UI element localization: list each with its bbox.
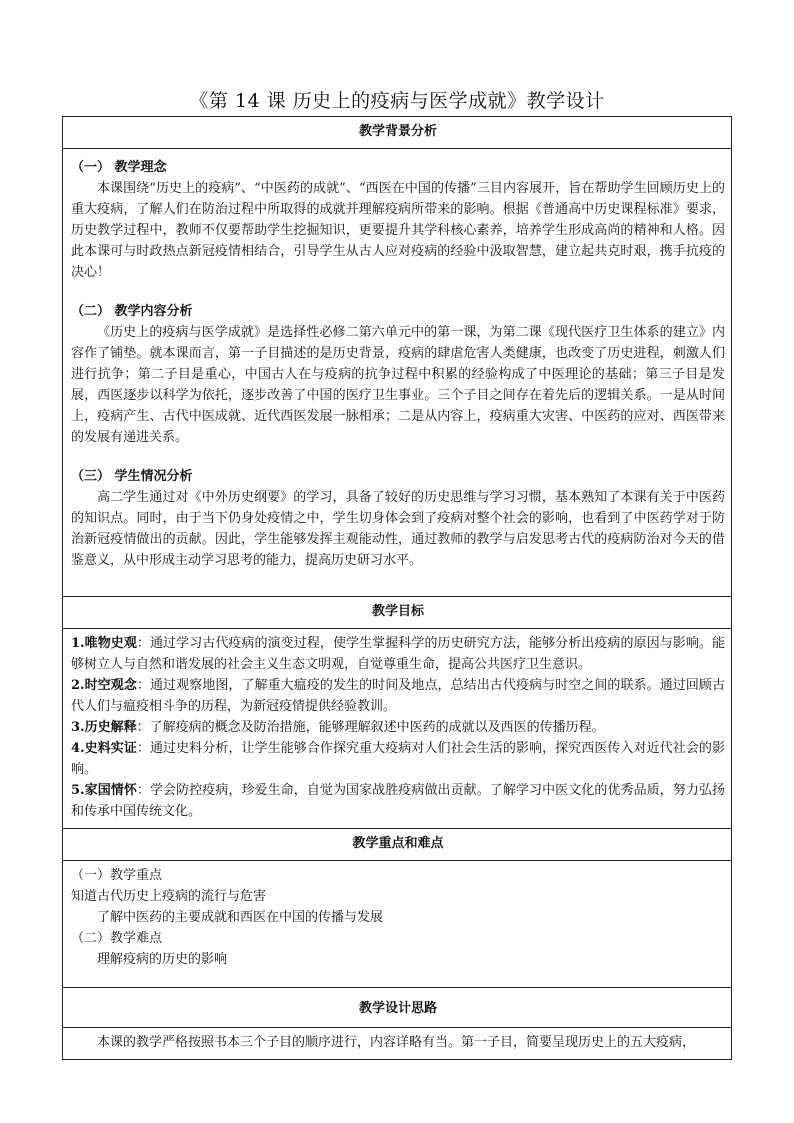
table-row [63,1028,732,1060]
student-analysis-heading: （三） 学生情况分析 [71,469,193,484]
document-title: 《第 14 课 历史上的疫病与医学成就》教学设计 [189,90,605,112]
content-analysis-heading: （二） 教学内容分析 [71,304,193,319]
table-row [63,861,732,988]
teaching-philosophy-heading: （一） 教学理念 [71,160,167,175]
section-heading-keypoints: 教学重点和难点 [63,829,732,861]
section-heading-background: 教学背景分析 [63,117,732,149]
difficulty-item: 理解疫病的历史的影响 [97,952,228,967]
focus-item: 知道古代历史上疫病的流行与危害 [71,889,267,904]
goal-item: 1.唯物史观：通过学习古代疫病的演变过程，使学生掌握科学的历史研究方法，能够分析出疫病的原因与影响。能够树立人与自然和谐发展的社会主义生态文明观，自觉尊重生命，提高公共医疗卫生意识。 [71,636,725,672]
goals-cell [63,629,732,829]
focus-item: 了解中医药的主要成就和西医在中国的传播与发展 [97,910,384,925]
focus-heading: （一）教学重点 [71,868,163,883]
table-row [63,629,732,829]
table-row [63,988,732,1028]
keypoints-cell [63,861,732,988]
teaching-philosophy-text: 本课围绕“历史上的疫病”、“中医药的成就”、“西医在中国的传播”三目内容展开，旨在帮助学生回顾历史上的重大疫病，了解人们在防治过程中所取得的成就并理解疫病所带来的影响。根据《普通高中历史课程标准》要求，历史教学过程中，教师不仅要帮助学生挖掘知识，更要提升其学科核心素养，培养学生形成高尚的精神和人格。因此本课可与时政热点新冠疫情相结合，引导学生从古人应对疫病的经验中汲取智慧，建立起共克时艰，携手抗疫的决心！ [71,181,725,280]
table-row [63,829,732,861]
goal-item: 2.时空观念：通过观察地图，了解重大瘟疫的发生的时间及地点，总结出古代疫病与时空之间的联系。通过回顾古代人们与瘟疫相斗争的历程，为新冠疫情提供经验教训。 [71,678,725,714]
lesson-plan-table [62,116,732,1060]
section-heading-goals: 教学目标 [63,597,732,629]
student-analysis-text: 高二学生通过对《中外历史纲要》的学习，具备了较好的历史思维与学习习惯，基本熟知了本课有关于中医药的知识点。同时，由于当下仍身处疫情之中，学生切身体会到了疫病对整个社会的影响，也看到了中医药学对于防治新冠疫情做出的贡献。因此，学生能够发挥主观能动性，通过教师的教学与启发思考古代的疫病防治对今天的借鉴意义，从中形成主动学习思考的能力，提高历史研习水平。 [71,490,725,568]
goal-item: 4.史料实证：通过史料分析，让学生能够合作探究重大疫病对人们社会生活的影响，探究西医传入对近代社会的影响。 [71,741,725,777]
table-row [63,597,732,629]
goal-item: 3.历史解释：了解疫病的概念及防治措施，能够理解叙述中医药的成就以及西医的传播历程。 [71,720,605,735]
goal-item: 5.家国情怀：学会防控疫病，珍爱生命，自觉为国家战胜疫病做出贡献。了解学习中医文化的优秀品质，努力弘扬和传承中国传统文化。 [71,783,725,819]
table-row [63,149,732,597]
design-text: 本课的教学严格按照书本三个子目的顺序进行，内容详略有当。第一子目，简要呈现历史上的五大疫病， [97,1035,696,1050]
section-heading-design: 教学设计思路 [63,988,732,1028]
difficulty-heading: （二）教学难点 [71,931,163,946]
background-cell [63,149,732,597]
content-analysis-text: 《历史上的疫病与医学成就》是选择性必修二第六单元中的第一课，为第二课《现代医疗卫生体系的建立》内容作了铺垫。就本课而言，第一子目描述的是历史背景，疫病的肆虐危害人类健康，也改变了历史进程，刺激人们进行抗争；第二子目是重心，中国古人在与疫病的抗争过程中积累的经验构成了中医理论的基础；第三子目是发展，西医逐步以科学为依托，逐步改善了中国的医疗卫生事业。三个子目之间存在着先后的逻辑关系。一是从时间上，疫病产生、古代中医成就、近代西医发展一脉相承；二是从内容上，疫病重大灾害、中医药的应对、西医带来的发展有递进关系。 [71,325,725,445]
table-row [63,117,732,149]
design-cell [63,1028,732,1060]
